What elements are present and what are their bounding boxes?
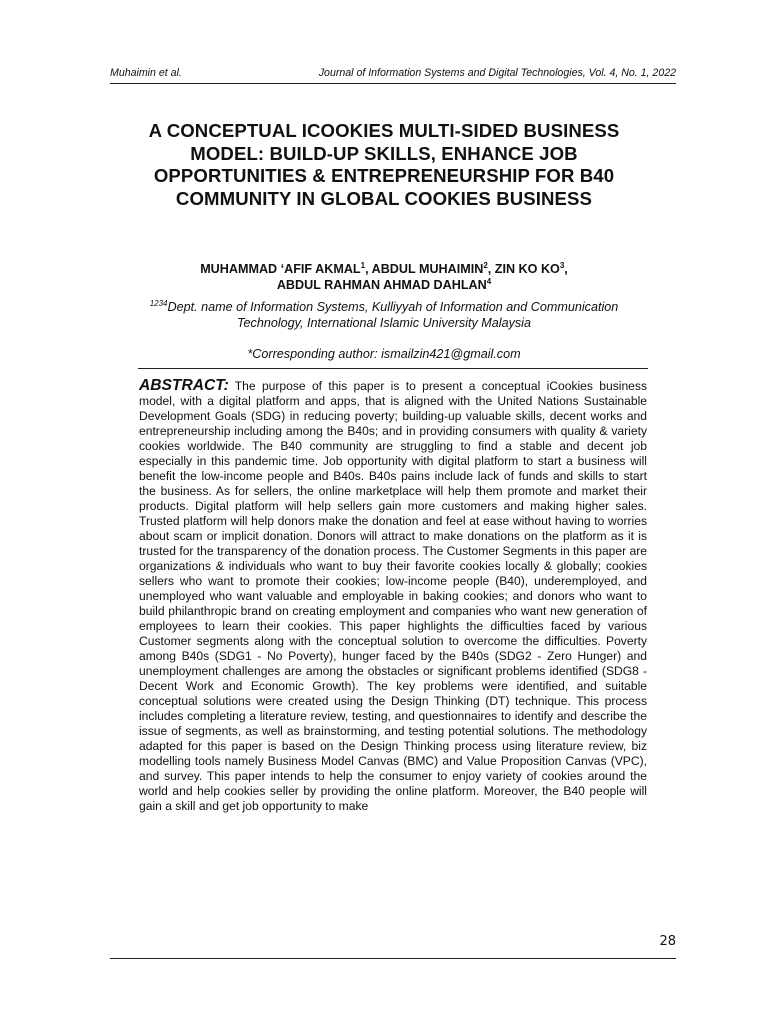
author-name: MUHAMMAD ‘AFIF AKMAL xyxy=(200,262,361,276)
abstract-heading: ABSTRACT: xyxy=(139,377,229,394)
author-list: MUHAMMAD ‘AFIF AKMAL$^1$, ABDUL MUHAIMIN$^2$, ZIN KO $KO^3$, ABDUL RAHMAN AHMAD DAHLAN$^4$ xyxy=(200,261,568,292)
author-affiliation-mark: 2 xyxy=(483,261,488,270)
author-name: ABDUL RAHMAN AHMAD DAHLAN xyxy=(276,278,487,292)
affiliation xyxy=(125,299,643,331)
author-affiliation-mark: 4 xyxy=(486,277,492,286)
author-affiliation-mark: 1 xyxy=(360,261,366,270)
running-header xyxy=(110,66,676,84)
header-journal: Journal of Information Systems and Digital Technologies, Vol. 4, No. 1, 2022 xyxy=(318,67,676,79)
affiliation-text: Dept. name of Information Systems, Kulliyyah of Information and Communication Technology, International Islamic University Malaysia xyxy=(167,300,619,330)
header-authors: Muhaimin et al. xyxy=(110,67,182,79)
author-name: ZIN KO KO xyxy=(494,262,560,276)
corresponding-author: *Corresponding author: ismailzin421@gmail.com xyxy=(247,347,521,361)
author-affiliation-mark: 3 xyxy=(559,261,565,270)
page-number: 28 xyxy=(659,934,676,949)
footer-divider xyxy=(110,958,676,959)
author-name: ABDUL MUHAIMIN xyxy=(371,262,484,276)
abstract-divider xyxy=(138,368,648,369)
abstract-text: The purpose of this paper is to present a conceptual iCookies business model, with a digital platform and apps, that is aligned with the United Nations Sustainable Development Goals (SDG) in reducing poverty; building-up valuable skills, decent works and entrepreneurship including among the B40s; and in providing consumers with quality & variety cookies worldwide. The B40 community are struggling to find a stable and decent job especially in this pandemic time. Job opportunity with digital platform to start a business will benefit the low-income people and B40s. B40s pains include lack of funds and skills to start the business. As for sellers, the online marketplace will help them promote and market their products. Digital platform will help sellers gain more customers and making higher sales. Trusted platform will help donors make the donation and feel at ease without having to worries about scam or implicit donation. Donors will attract to make donations on the platform as it is trusted for the transparency of the donation process. The Customer Segments in this paper are organizations & individuals who want to buy their favorite cookies locally & globally; cookies sellers who want to promote their cookies; low-income people (B40), underemployed, and unemployed who want valuable and employable in baking cookies; and donors who want to build philanthropic brand on creating employment and companies who want new generation of employees to learn their cookies. This paper highlights the difficulties faced by various Customer segments along with the conceptual solution to overcome the difficulties. Poverty among B40s (SDG1 - No Poverty), hunger faced by the B40s (SDG2 - Zero Hunger) and unemployment challenges are among the obstacles or significant problems identified (SDG8 - Decent Work and Economic Growth). The key problems were identified, and suitable conceptual solutions were created using the Design Thinking (DT) technique. This process includes completing a literature review, testing, and questionnaires to identify and describe the issue of segments, as well as brainstorming, and testing potential solutions. The methodology adapted for this paper is based on the Design Thinking process using literature review, biz modelling tools namely Business Model Canvas (BMC) and Value Proposition Canvas (VPC), and survey. This paper intends to help the consumer to enjoy variety of cookies around the world and help cookies seller by providing the online platform. Moreover, the B40 people will gain a skill and get job opportunity to make xyxy=(139,379,647,813)
abstract xyxy=(139,378,647,814)
affiliation-mark: 1234 xyxy=(149,299,168,308)
paper-title: A CONCEPTUAL ICOOKIES MULTI-SIDED BUSINESS MODEL: BUILD-UP SKILLS, ENHANCE JOB OPPORTUNITIES & ENTREPRENEURSHIP FOR B40 COMMUNITY IN GLOBAL COOKIES BUSINESS xyxy=(148,120,620,209)
